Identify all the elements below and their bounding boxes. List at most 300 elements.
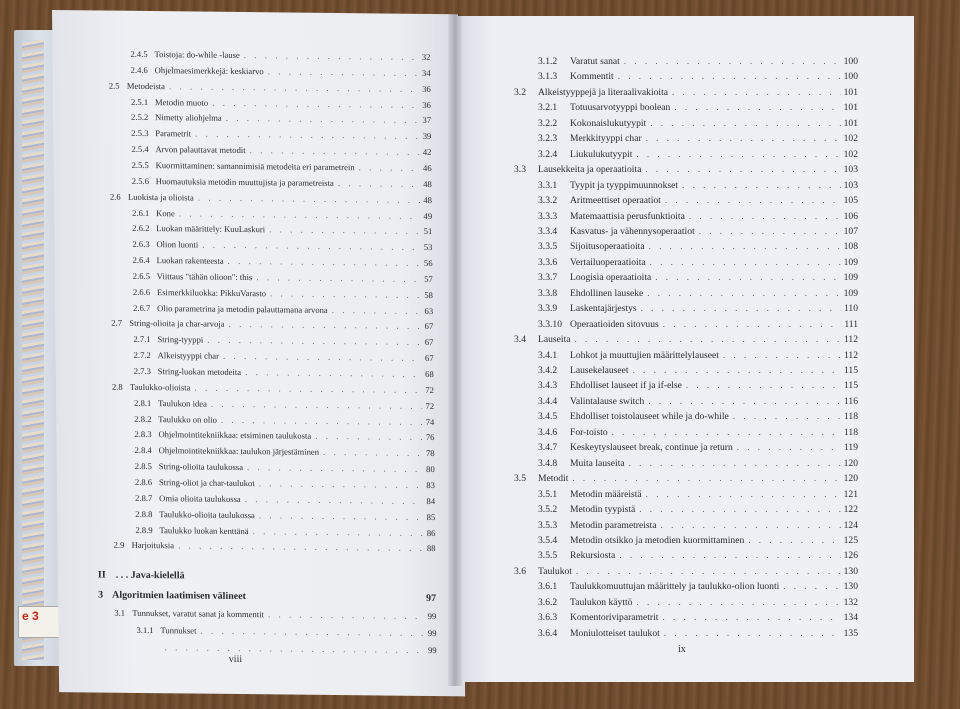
- toc-entry: [538, 211, 858, 222]
- toc-entry: [538, 581, 858, 592]
- toc-page-number: 67: [424, 337, 434, 348]
- toc-number: 3.2.1: [538, 102, 558, 114]
- toc-title: Komentoriviparametrit: [570, 612, 659, 624]
- toc-title: Alkeistyyppejä ja literaalivakioita: [538, 86, 669, 98]
- toc-page-number: 49: [423, 210, 433, 221]
- toc-title: Esimerkkiluokka: PikkuVarasto: [156, 286, 267, 299]
- chapter-heading: [98, 590, 436, 605]
- toc-title: Luokan rakenteesta: [156, 255, 224, 266]
- toc-leader-dots: [650, 257, 841, 267]
- toc-number: 2.5.4: [131, 143, 149, 155]
- toc-number: 3.3.6: [538, 256, 558, 268]
- toc-number: 3.1.2: [538, 56, 558, 67]
- toc-entry: [538, 427, 858, 438]
- toc-title: Kone: [156, 207, 175, 218]
- part-title: . . . Java-kielellä: [115, 569, 185, 582]
- toc-entry: [538, 102, 858, 113]
- toc-entry: [135, 445, 435, 458]
- toc-page-number: 72: [425, 400, 435, 411]
- toc-title: Metodin muoto: [154, 96, 209, 108]
- toc-entry: [114, 540, 436, 553]
- toc-leader-dots: [624, 56, 841, 66]
- toc-leader-dots: [655, 272, 840, 282]
- toc-page-number: 99: [427, 645, 437, 656]
- toc-number: 3.1: [114, 607, 126, 618]
- toc-entry: [538, 628, 858, 639]
- toc-leader-dots: [332, 305, 422, 316]
- toc-leader-dots: [194, 382, 422, 394]
- toc-title: Vertailuoperaatioita: [570, 256, 646, 268]
- toc-page-number: 42: [422, 146, 432, 158]
- toc-title: Omia olioita taulukossa: [159, 492, 241, 504]
- toc-title: Moniulotteiset taulukot: [570, 627, 660, 639]
- toc-page-number: 109: [843, 256, 858, 268]
- sticker-label: e 3: [22, 609, 39, 623]
- toc-number: 3.3: [514, 164, 526, 176]
- toc-leader-dots: [572, 473, 840, 483]
- left-page: [52, 10, 465, 696]
- toc-title: Olion luonti: [156, 239, 199, 250]
- toc-entry: [538, 149, 858, 160]
- toc-page-number: 76: [425, 432, 435, 443]
- toc-title: Taulukon idea: [158, 397, 207, 409]
- toc-number: 2.6.3: [132, 239, 150, 250]
- toc-title: Laskentajärjestys: [570, 303, 637, 315]
- toc-title: String-oliot ja char-taulukot: [158, 477, 255, 489]
- toc-number: 2.5.1: [130, 96, 149, 107]
- toc-title: Kuormittaminen: samannimisiä metodeita eri parametrein: [155, 160, 355, 173]
- toc-title: Muita lauseita: [570, 457, 625, 469]
- toc-leader-dots: [221, 414, 423, 426]
- toc-leader-dots: [338, 178, 420, 189]
- toc-number: 2.6: [109, 191, 121, 202]
- toc-title: Tyypit ja tyyppimuunnokset: [570, 179, 679, 191]
- toc-leader-dots: [663, 319, 842, 329]
- toc-leader-dots: [256, 272, 421, 284]
- toc-leader-dots: [269, 225, 421, 237]
- toc-number: 3.4.2: [538, 365, 558, 376]
- toc-title: Harjoituksia: [131, 540, 175, 551]
- toc-title: Varatut sanat: [570, 56, 620, 67]
- toc-page-number: 88: [426, 543, 436, 554]
- toc-number: 2.7.3: [133, 365, 152, 377]
- toc-title: Luokista ja olioista: [127, 191, 194, 203]
- toc-page-number: 67: [424, 353, 434, 364]
- toc-entry: [538, 350, 858, 361]
- toc-leader-dots: [195, 129, 420, 141]
- toc-leader-dots: [646, 133, 841, 143]
- toc-entry: [538, 272, 858, 283]
- toc-leader-dots: [619, 550, 840, 560]
- toc-number: 2.6.4: [132, 254, 150, 266]
- toc-leader-dots: [259, 478, 424, 490]
- toc-title: Taulukko on olio: [158, 413, 217, 425]
- toc-entry: [132, 239, 432, 252]
- toc-leader-dots: [633, 365, 841, 375]
- toc-number: 2.9: [113, 540, 125, 551]
- toc-number: 3.5.1: [538, 488, 558, 500]
- toc-entry: [538, 504, 858, 515]
- part-heading: [98, 570, 436, 585]
- toc-page-number: 119: [843, 442, 858, 454]
- toc-entry: [131, 96, 431, 109]
- toc-number: 3.4.1: [538, 349, 558, 361]
- toc-number: 3.3.9: [538, 303, 558, 315]
- toc-title: Taulukkomuuttujan määrittely ja taulukko-olion luonti: [570, 581, 780, 593]
- toc-title: Ehdolliset lauseet if ja if-else: [570, 380, 682, 392]
- toc-leader-dots: [323, 447, 423, 458]
- toc-leader-dots: [575, 334, 841, 344]
- toc-entry: [133, 334, 433, 347]
- toc-entry: [135, 524, 435, 537]
- toc-number: 3.3.7: [538, 272, 558, 284]
- toc-entry: [137, 642, 437, 655]
- toc-entry: [135, 477, 435, 490]
- toc-page-number: 37: [422, 115, 432, 126]
- toc-leader-dots: [228, 256, 421, 268]
- toc-leader-dots: [250, 145, 420, 157]
- toc-page-number: 86: [426, 527, 436, 538]
- toc-page-number: 111: [844, 318, 858, 330]
- toc-page-number: 74: [425, 416, 435, 427]
- toc-page-number: 101: [843, 86, 858, 98]
- toc-number: 3.5.3: [538, 519, 558, 531]
- toc-title: Aritmeettiset operaatiot: [570, 195, 661, 207]
- toc-title: Valintalause switch: [570, 395, 645, 407]
- toc-leader-dots: [662, 612, 840, 622]
- toc-entry: [133, 302, 433, 315]
- toc-page-number: 118: [843, 411, 858, 423]
- toc-leader-dots: [636, 149, 840, 159]
- toc-number: 2.8.9: [135, 524, 153, 535]
- toc-title: Taulukko luokan kenttänä: [159, 524, 249, 536]
- toc-page-number: 121: [843, 488, 858, 500]
- toc-title: Keskeytyslauseet break, continue ja return: [570, 442, 733, 454]
- toc-page-number: 46: [422, 162, 432, 173]
- toc-leader-dots: [245, 494, 424, 506]
- toc-entry: [135, 461, 435, 474]
- toc-page-number: 101: [843, 117, 858, 129]
- toc-entry: [135, 509, 435, 522]
- page-number-viii: viii: [228, 653, 243, 666]
- toc-entry: [538, 133, 858, 144]
- toc-title: String-olioita taulukossa: [158, 461, 244, 473]
- toc-title: Ohjelmointitekniikkaa: etsiminen taulukosta: [158, 429, 312, 442]
- toc-number: 3.1.3: [538, 71, 558, 83]
- toc-leader-dots: [629, 458, 841, 468]
- toc-number: 3.2.4: [538, 148, 558, 160]
- toc-title: Kokonaislukutyypit: [570, 117, 647, 129]
- toc-number: 3.4.8: [538, 457, 558, 469]
- toc-page-number: 103: [843, 179, 858, 191]
- toc-entry: [133, 287, 433, 300]
- toc-page-number: 83: [426, 479, 435, 490]
- toc-leader-dots: [737, 442, 841, 452]
- toc-entry: [538, 303, 858, 314]
- toc-entry: [133, 271, 433, 284]
- toc-page-number: 48: [423, 194, 432, 205]
- toc-leader-dots: [647, 288, 840, 298]
- toc-entry: [114, 608, 436, 621]
- toc-page-number: 124: [843, 519, 858, 531]
- toc-number: 2.6.2: [132, 223, 150, 234]
- toc-leader-dots: [211, 398, 423, 410]
- toc-page-number: 39: [422, 131, 432, 142]
- toc-title: Arvon palauttavat metodit: [155, 144, 246, 156]
- toc-number: 3.3.2: [538, 195, 558, 207]
- toc-number: 3.2: [514, 86, 526, 98]
- toc-page-number: 103: [843, 164, 858, 176]
- toc-leader-dots: [200, 626, 425, 638]
- toc-entry: [131, 144, 431, 157]
- toc-page-number: 84: [426, 495, 436, 506]
- toc-leader-dots: [315, 431, 423, 442]
- toc-title: Ehdollinen lauseke: [570, 287, 644, 299]
- toc-entry: [538, 612, 858, 623]
- toc-number: 2.8.5: [134, 460, 153, 472]
- toc-title: Lohkot ja muuttujien määrittelylauseet: [570, 349, 719, 361]
- toc-leader-dots: [665, 195, 841, 205]
- toc-entry: [538, 458, 858, 469]
- toc-entry: [132, 207, 432, 220]
- toc-entry: [538, 365, 858, 376]
- toc-title: Loogisia operaatioita: [570, 272, 652, 284]
- toc-number: 2.5: [108, 80, 120, 91]
- toc-leader-dots: [223, 351, 422, 363]
- toc-leader-dots: [639, 504, 840, 514]
- toc-title: Metodin otsikko ja metodien kuormittaminen: [570, 534, 745, 546]
- toc-title: Huomautuksia metodin muuttujista ja parametreista: [155, 175, 334, 188]
- toc-entry: [132, 223, 432, 236]
- toc-entry: [538, 180, 858, 191]
- toc-number: 3.5.4: [538, 534, 558, 546]
- toc-title: Liukulukutyypit: [570, 148, 633, 160]
- toc-leader-dots: [576, 566, 841, 576]
- toc-leader-dots: [699, 226, 841, 236]
- toc-leader-dots: [228, 319, 421, 331]
- toc-page-number: 132: [843, 596, 858, 608]
- toc-number: 3.4.4: [538, 395, 558, 407]
- toc-entry: [538, 195, 858, 206]
- toc-page-number: 130: [843, 565, 858, 577]
- toc-number: 2.4.5: [130, 48, 148, 60]
- toc-leader-dots: [650, 118, 840, 128]
- toc-leader-dots: [202, 240, 421, 252]
- toc-number: 3.1.1: [136, 625, 154, 636]
- toc-leader-dots: [723, 350, 841, 360]
- toc-entry: [538, 396, 858, 407]
- toc-number: 2.6.7: [133, 302, 151, 313]
- toc-number: 3.5: [514, 473, 526, 485]
- toc-title: Totuusarvotyyppi boolean: [570, 102, 671, 114]
- toc-title: Metodin tyypistä: [570, 504, 636, 516]
- toc-number: 3.4.3: [538, 380, 558, 392]
- toc-page-number: 102: [843, 148, 858, 160]
- toc-number: 2.4.6: [130, 64, 148, 75]
- toc-title: Metodeista: [126, 80, 166, 91]
- toc-title: Olio parametrina ja metodin palauttamana arvona: [157, 302, 328, 315]
- toc-number: 2.5.6: [131, 175, 150, 186]
- toc-entry: [514, 566, 858, 577]
- toc-entry: [538, 535, 858, 546]
- toc-title: Kasvatus- ja vähennysoperaatiot: [570, 225, 695, 237]
- toc-page-number: 58: [424, 289, 433, 300]
- toc-entry: [131, 112, 431, 125]
- marbled-endpaper: [22, 40, 44, 660]
- toc-number: 3.5.2: [538, 504, 558, 516]
- toc-number: 2.7: [111, 318, 123, 329]
- toc-number: 2.8.2: [134, 413, 152, 424]
- toc-number: 2.5.5: [131, 159, 149, 170]
- toc-title: Metodin määreistä: [570, 488, 642, 500]
- toc-number: 2.8.8: [135, 508, 153, 519]
- toc-title: Taulukko-olioista: [129, 381, 191, 393]
- toc-leader-dots: [689, 211, 841, 221]
- toc-page-number: 109: [843, 272, 858, 284]
- toc-page-number: 99: [427, 611, 437, 622]
- toc-page-number: 36: [422, 83, 431, 94]
- toc-leader-dots: [247, 462, 423, 474]
- toc-page-number: 118: [843, 426, 858, 438]
- toc-page-number: 112: [843, 349, 858, 361]
- toc-entry: [538, 56, 858, 67]
- toc-title: Ohjelmointitekniikkaa: taulukon järjestäminen: [158, 445, 320, 458]
- toc-entry: [111, 318, 433, 331]
- toc-number: 3.3.1: [538, 179, 558, 191]
- toc-entry: [132, 160, 432, 173]
- toc-page-number: 56: [423, 257, 433, 269]
- toc-leader-dots: [244, 50, 419, 62]
- toc-number: 2.8.7: [135, 492, 153, 503]
- toc-page-number: 110: [843, 303, 858, 315]
- part-number: II: [97, 569, 106, 581]
- toc-leader-dots: [268, 66, 419, 78]
- toc-entry: [514, 87, 858, 98]
- toc-title: Nimetty aliohjelma: [155, 112, 222, 124]
- toc-page-number: 63: [424, 305, 434, 316]
- toc-entry: [110, 191, 432, 204]
- toc-number: 3.4.7: [538, 442, 558, 454]
- toc-page-number: 53: [423, 242, 433, 253]
- toc-title: Tunnukset: [160, 625, 197, 636]
- toc-page-number: 100: [843, 56, 858, 67]
- toc-leader-dots: [649, 241, 841, 251]
- toc-leader-dots: [212, 97, 419, 109]
- toc-entry: [134, 413, 434, 426]
- toc-title: Rekursiosta: [570, 550, 616, 562]
- toc-page-number: 130: [843, 581, 858, 593]
- toc-title: Taulukon käyttö: [570, 596, 633, 608]
- toc-page-number: 80: [426, 464, 435, 475]
- toc-page-number: 100: [843, 71, 858, 83]
- toc-leader-dots: [169, 81, 419, 94]
- toc-title: Taulukko-olioita taulukossa: [159, 508, 255, 520]
- toc-entry: [131, 65, 431, 78]
- toc-number: 3.2.3: [538, 133, 558, 145]
- toc-page-number: 109: [843, 287, 858, 299]
- toc-entry: [514, 473, 858, 484]
- toc-entry: [134, 429, 434, 442]
- toc-number: 3.2.2: [538, 117, 558, 129]
- toc-title: Sijoitusoperaatioita: [570, 241, 645, 253]
- toc-page-number: 101: [843, 102, 858, 114]
- toc-entry: [112, 381, 434, 394]
- toc-number: 3.6.1: [538, 581, 558, 593]
- toc-number: 3.3.10: [538, 318, 562, 330]
- toc-page-number: 85: [426, 511, 436, 522]
- toc-entry: [134, 350, 434, 363]
- toc-page-number: 107: [843, 225, 858, 237]
- toc-entry: [538, 241, 858, 252]
- toc-leader-dots: [661, 520, 841, 530]
- toc-page-number: 105: [843, 195, 858, 207]
- toc-page-number: 115: [843, 365, 858, 376]
- chapter-page: 97: [426, 593, 437, 605]
- toc-entry: [136, 625, 436, 638]
- toc-leader-dots: [636, 597, 840, 607]
- toc-page-number: 72: [425, 384, 434, 395]
- toc-number: 3.3.3: [538, 210, 558, 222]
- toc-entry: [134, 366, 434, 379]
- toc-title: String-luokan metodeita: [157, 366, 242, 378]
- toc-leader-dots: [672, 87, 841, 97]
- toc-page-number: 106: [843, 210, 858, 222]
- toc-number: 3.4: [514, 334, 526, 346]
- toc-leader-dots: [682, 180, 841, 190]
- page-number-ix: ix: [678, 644, 686, 655]
- toc-entry: [538, 489, 858, 500]
- chapter-number: 3: [98, 589, 104, 601]
- toc-page-number: 51: [423, 226, 433, 237]
- toc-title: Ehdolliset toistolauseet while ja do-while: [570, 411, 729, 423]
- toc-title: Parametrit: [155, 128, 192, 139]
- toc-title: String-olioita ja char-arvoja: [129, 318, 225, 330]
- toc-page-number: 112: [843, 334, 858, 346]
- chapter-title: Algoritmien laatimisen välineet: [112, 589, 247, 603]
- toc-number: 3.5.5: [538, 550, 558, 562]
- toc-number: 3.3.5: [538, 241, 558, 253]
- toc-leader-dots: [359, 162, 420, 173]
- toc-leader-dots: [641, 303, 841, 313]
- toc-number: 2.6.6: [132, 286, 151, 297]
- toc-page-number: 102: [843, 133, 858, 145]
- toc-entry: [538, 380, 858, 391]
- toc-leader-dots: [270, 288, 421, 300]
- toc-title: Lauseita: [538, 334, 571, 346]
- toc-number: 3.4.5: [538, 411, 558, 423]
- toc-leader-dots: [198, 192, 421, 204]
- toc-leader-dots: [748, 535, 840, 545]
- toc-leader-dots: [226, 113, 420, 125]
- toc-leader-dots: [179, 208, 421, 221]
- toc-entry: [538, 520, 858, 531]
- toc-entry: [538, 442, 858, 453]
- toc-entry: [514, 164, 858, 175]
- right-page: [456, 16, 914, 682]
- toc-leader-dots: [733, 411, 841, 421]
- toc-entry: [132, 176, 432, 189]
- toc-page-number: 99: [427, 628, 437, 639]
- toc-number: 2.8.4: [134, 445, 152, 456]
- toc-page-number: 78: [425, 448, 435, 459]
- toc-leader-dots: [646, 489, 841, 499]
- toc-entry: [538, 71, 858, 82]
- toc-title: Luokan määrittely: KuuLaskuri: [156, 223, 266, 235]
- toc-page-number: 34: [421, 67, 431, 78]
- toc-page-number: 115: [843, 380, 858, 392]
- toc-entry: [130, 49, 430, 62]
- toc-page-number: 32: [421, 51, 431, 62]
